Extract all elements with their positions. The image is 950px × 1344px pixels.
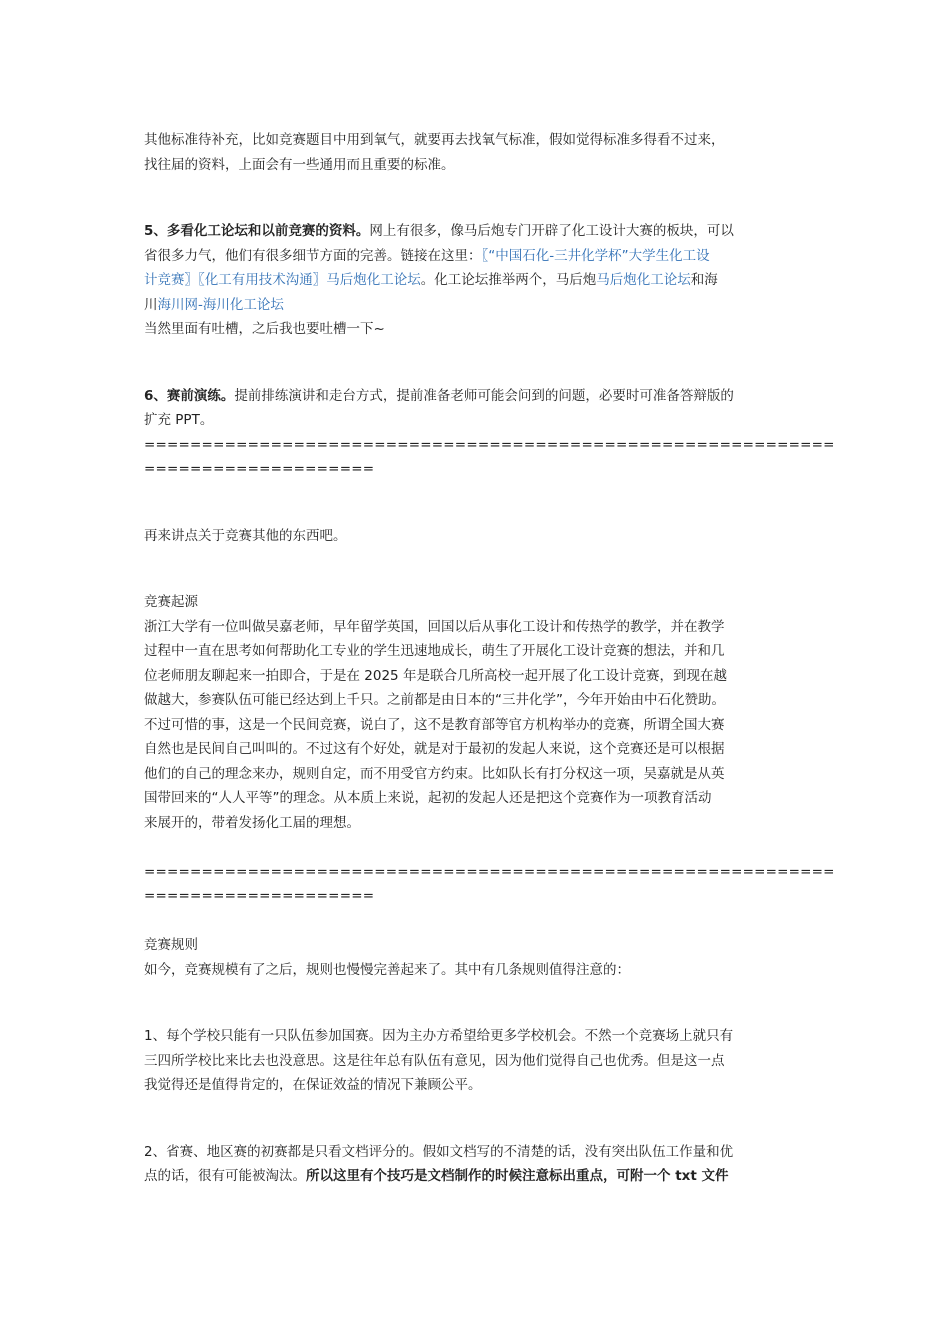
separator-line: ============================================================ <box>144 436 835 453</box>
link-chem-tech-forum[interactable]: 〖化工有用技术沟通〗马后炮化工论坛 <box>198 272 421 288</box>
rule-1-line: 我觉得还是值得肯定的，在保证效益的情况下兼顾公平。 <box>144 1077 482 1093</box>
origin-line: 做越大，参赛队伍可能已经达到上千只。之前都是由日本的“三井化学”，今年开始由中石化赞助。 <box>144 692 725 708</box>
rule-2-emphasis: 所以这里有个技巧是文档制作的时候注意标出重点，可附一个 txt 文件 <box>306 1168 729 1184</box>
origin-line: 他们的自己的理念来办，规则自定，而不用受官方约束。比如队长有打分权这一项，吴嘉就是从英 <box>144 765 725 782</box>
section-5-line-2 <box>144 244 812 269</box>
origin-line: 来展开的，带着发扬化工届的理想。 <box>144 814 360 831</box>
section-5-line-4 <box>144 293 812 318</box>
section-5-text: 网上有很多，像马后炮专门开辟了化工设计大赛的板块，可以 <box>369 223 734 239</box>
section-5-text: 川 <box>144 296 158 313</box>
section-6-line-1 <box>144 384 812 409</box>
rule-2-line: 2、省赛、地区赛的初赛都是只看文档评分的。假如文档写的不清楚的话，没有突出队伍工作量和优 <box>144 1143 734 1160</box>
origin-line: 位老师朋友聊起来一拍即合，于是在 2025 年是联合几所高校一起开展了化工设计竞赛，到现在越 <box>144 667 727 684</box>
rule-1-line: 三四所学校比来比去也没意思。这是往年总有队伍有意见，因为他们觉得自己也优秀。但是这一点 <box>144 1052 725 1069</box>
paragraph-line: 找往届的资料，上面会有一些通用而且重要的标准。 <box>144 156 455 173</box>
separator-line: ==================== <box>144 888 375 904</box>
paragraph-line: 其他标准待补充，比如竞赛题目中用到氧气，就要再去找氧气标准，假如觉得标准多得看不过来， <box>144 132 725 148</box>
section-5-line-1 <box>144 219 812 244</box>
rule-2-line <box>144 1164 812 1189</box>
link-competition-board[interactable]: 计竞赛〗 <box>144 272 198 288</box>
origin-line: 国带回来的“人人平等”的理念。从本质上来说，起初的发起人还是把这个竞赛作为一项教育活动 <box>144 790 712 806</box>
section-5-line-3 <box>144 268 812 293</box>
link-mahoupao-forum[interactable]: 马后炮化工论坛 <box>596 272 691 288</box>
origin-line: 过程中一直在思考如何帮助化工专业的学生迅速地成长，萌生了开展化工设计竞赛的想法，并和几 <box>144 643 725 659</box>
link-competition-board[interactable]: 〖“中国石化-三井化学杯”大学生化工设 <box>481 247 710 264</box>
rules-title: 竞赛规则 <box>144 937 198 953</box>
section-5-heading: 5、多看化工论坛和以前竞赛的资料。 <box>144 223 370 239</box>
link-haichuan-forum[interactable]: 海川网-海川化工论坛 <box>157 296 284 313</box>
origin-title: 竞赛起源 <box>144 594 198 610</box>
rule-2-text: 点的话，很有可能被淘汰。 <box>144 1168 306 1184</box>
separator-line: ============================================================ <box>144 863 835 880</box>
section-5-line-5: 当然里面有吐槽，之后我也要吐槽一下~ <box>144 321 385 337</box>
section-5-text: 。化工论坛推举两个，马后炮 <box>420 272 597 288</box>
section-5-text: 和海 <box>690 272 718 288</box>
section-6-text: 提前排练演讲和走台方式，提前准备老师可能会问到的问题，必要时可准备答辩版的 <box>234 387 734 404</box>
origin-line: 自然也是民间自己叫叫的。不过这有个好处，就是对于最初的发起人来说，这个竞赛还是可以根据 <box>144 741 725 757</box>
intro-text: 再来讲点关于竞赛其他的东西吧。 <box>144 527 347 544</box>
rules-intro: 如今，竞赛规模有了之后，规则也慢慢完善起来了。其中有几条规则值得注意的： <box>144 961 630 978</box>
section-6-line-2: 扩充 PPT。 <box>144 412 214 428</box>
section-6-heading: 6、赛前演练。 <box>144 387 235 404</box>
rule-1-line: 1、每个学校只能有一只队伍参加国赛。因为主办方希望给更多学校机会。不然一个竞赛场上就只有 <box>144 1028 734 1044</box>
origin-line: 浙江大学有一位叫做吴嘉老师，早年留学英国，回国以后从事化工设计和传热学的教学，并在教学 <box>144 618 725 635</box>
section-5-text: 省很多力气，他们有很多细节方面的完善。链接在这里： <box>144 247 482 264</box>
origin-line: 不过可惜的事，这是一个民间竞赛，说白了，这不是教育部等官方机构举办的竞赛，所谓全国大赛 <box>144 716 725 733</box>
document-page <box>144 128 835 1189</box>
separator-line: ==================== <box>144 461 375 477</box>
